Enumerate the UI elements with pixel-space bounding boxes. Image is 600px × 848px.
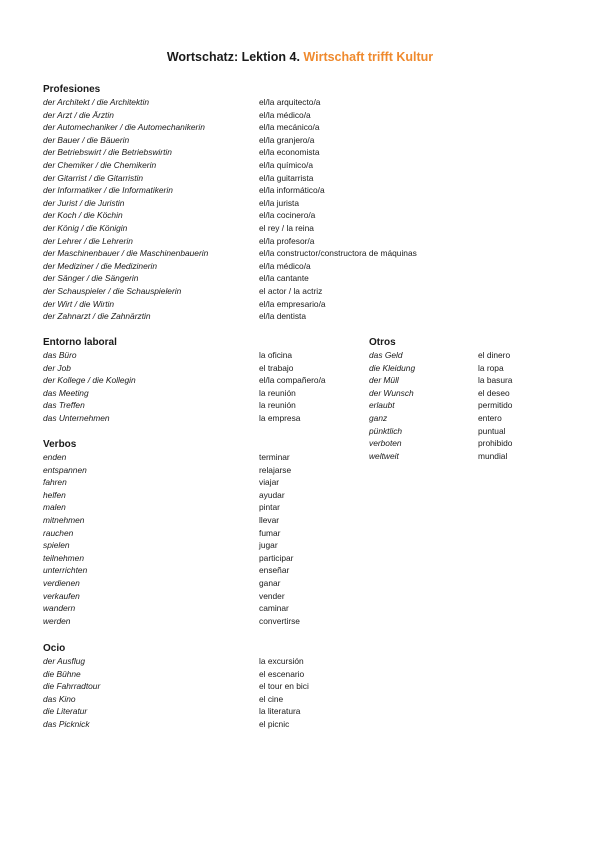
german-term: rauchen — [43, 527, 74, 538]
spanish-translation: la basura — [478, 375, 513, 386]
vocab-row — [43, 705, 369, 718]
section-heading: Entorno laboral — [43, 337, 117, 348]
spanish-translation: el/la informático/a — [259, 185, 325, 196]
german-term: die Fahrradtour — [43, 681, 101, 692]
vocab-row — [43, 298, 559, 311]
spanish-translation: el dinero — [478, 350, 511, 360]
spanish-translation: ayudar — [259, 489, 285, 500]
german-term: der Informatiker / die Informatikerin — [43, 185, 173, 196]
vocab-row — [43, 552, 369, 565]
spanish-translation: entero — [478, 412, 502, 423]
vocab-row — [369, 387, 558, 400]
spanish-translation: el/la mecánico/a — [259, 122, 320, 133]
spanish-translation: ganar — [259, 577, 281, 588]
spanish-translation: el tour en bici — [259, 681, 309, 692]
spanish-translation: el/la arquitecto/a — [259, 97, 321, 107]
german-term: erlaubt — [369, 400, 395, 411]
german-term: der Architekt / die Architektin — [43, 97, 149, 107]
title-main: Wortschatz: Lektion 4. — [166, 50, 300, 64]
vocab-row — [43, 602, 369, 615]
section-heading: Profesiones — [43, 84, 101, 95]
spanish-translation: la reunión — [259, 400, 296, 411]
spanish-translation: el cine — [259, 693, 284, 704]
spanish-translation: el/la dentista — [259, 311, 307, 322]
german-term: das Unternehmen — [43, 412, 110, 423]
vocab-row — [43, 527, 369, 540]
german-term: die Bühne — [43, 668, 81, 679]
spanish-translation: pintar — [259, 502, 280, 513]
vocab-row — [43, 464, 369, 477]
spanish-translation: participar — [259, 552, 294, 563]
section-otros — [369, 336, 558, 462]
spanish-translation: llevar — [259, 514, 280, 525]
german-term: malen — [43, 502, 66, 513]
page-title — [0, 50, 600, 64]
section-verbos — [43, 438, 369, 627]
vocab-row — [43, 197, 559, 210]
german-term: der Job — [43, 362, 71, 373]
german-term: das Kino — [43, 693, 76, 704]
section-heading: Ocio — [43, 643, 66, 654]
spanish-translation: el/la economista — [259, 147, 320, 158]
spanish-translation: jugar — [259, 540, 278, 551]
vocab-row — [43, 693, 369, 706]
vocab-row — [369, 425, 558, 438]
spanish-translation: enseñar — [259, 565, 290, 576]
vocab-row — [43, 590, 369, 603]
vocab-row — [369, 362, 558, 375]
german-term: pünktlich — [369, 425, 403, 436]
german-term: das Treffen — [43, 400, 85, 411]
vocab-row — [369, 374, 558, 387]
german-term: die Kleidung — [369, 362, 416, 373]
vocab-row — [369, 399, 558, 412]
german-term: ganz — [369, 412, 388, 423]
spanish-translation: el picnic — [259, 718, 290, 729]
german-term: mitnehmen — [43, 514, 85, 525]
vocab-row — [43, 146, 559, 159]
spanish-translation: caminar — [259, 603, 289, 614]
spanish-translation: el/la cocinero/a — [259, 210, 316, 221]
german-term: der Automechaniker / die Automechanikerin — [43, 122, 205, 133]
spanish-translation: el/la empresario/a — [259, 298, 326, 309]
vocab-row — [43, 718, 369, 731]
spanish-translation: el deseo — [478, 387, 510, 398]
spanish-translation: el/la constructor/constructora de máquinas — [259, 248, 417, 259]
vocab-row — [43, 374, 369, 387]
german-term: fahren — [43, 477, 67, 488]
vocab-row — [43, 134, 559, 147]
spanish-translation: convertirse — [259, 615, 300, 626]
german-term: wandern — [43, 603, 76, 614]
german-term: unterrichten — [43, 565, 88, 576]
spanish-translation: el/la jurista — [259, 197, 300, 208]
vocab-row — [43, 247, 559, 260]
german-term: der Arzt / die Ärztin — [43, 109, 114, 120]
vocab-row — [43, 680, 369, 693]
spanish-translation: puntual — [478, 425, 506, 436]
vocab-row — [43, 412, 369, 425]
spanish-translation: permitido — [478, 400, 513, 411]
vocab-row — [43, 260, 559, 273]
vocab-row — [43, 514, 369, 527]
vocab-row — [43, 349, 369, 362]
spanish-translation: fumar — [259, 527, 281, 538]
german-term: teilnehmen — [43, 552, 84, 563]
spanish-translation: el/la guitarrista — [259, 172, 314, 183]
german-term: verboten — [369, 438, 402, 449]
german-term: spielen — [43, 540, 70, 551]
spanish-translation: la empresa — [259, 412, 301, 423]
german-term: der Maschinenbauer / die Maschinenbauerin — [43, 248, 209, 259]
german-term: der Chemiker / die Chemikerin — [43, 159, 157, 170]
spanish-translation: la literatura — [259, 706, 301, 717]
vocab-row — [43, 285, 559, 298]
german-term: werden — [43, 615, 71, 626]
vocab-row — [43, 172, 559, 185]
german-term: der Kollege / die Kollegin — [43, 375, 136, 386]
section-heading: Verbos — [43, 439, 77, 450]
german-term: die Literatur — [43, 706, 88, 717]
german-term: der Bauer / die Bäuerin — [43, 134, 130, 145]
vocab-row — [369, 437, 558, 450]
german-term: enden — [43, 452, 67, 462]
german-term: der Wirt / die Wirtin — [43, 298, 115, 309]
german-term: der Ausflug — [43, 656, 86, 666]
vocab-row — [43, 235, 559, 248]
vocab-row — [43, 272, 559, 285]
vocab-row — [43, 310, 559, 323]
spanish-translation: el/la profesor/a — [259, 235, 315, 246]
german-term: helfen — [43, 489, 66, 500]
german-term: weltweit — [369, 450, 399, 461]
section-heading: Otros — [369, 337, 396, 348]
title-accent: Wirtschaft trifft Kultur — [303, 50, 434, 64]
vocab-row — [43, 564, 369, 577]
german-term: der Gitarrist / die Gitarristin — [43, 172, 144, 183]
spanish-translation: viajar — [259, 477, 280, 488]
spanish-translation: el/la químico/a — [259, 159, 313, 170]
vocab-row — [369, 412, 558, 425]
vocab-row — [43, 96, 559, 109]
spanish-translation: terminar — [259, 452, 290, 462]
spanish-translation: el rey / la reina — [259, 222, 314, 233]
vocab-row — [43, 159, 559, 172]
vocab-row — [43, 209, 559, 222]
vocab-row — [43, 222, 559, 235]
german-term: der König / die Königin — [43, 222, 128, 233]
german-term: verdienen — [43, 577, 80, 588]
vocab-row — [43, 577, 369, 590]
vocab-row — [43, 476, 369, 489]
german-term: verkaufen — [43, 590, 80, 601]
spanish-translation: el/la granjero/a — [259, 134, 315, 145]
vocab-row — [369, 450, 558, 463]
spanish-translation: el actor / la actriz — [259, 285, 323, 296]
spanish-translation: la ropa — [478, 362, 504, 373]
spanish-translation: vender — [259, 590, 285, 601]
vocab-row — [43, 121, 559, 134]
german-term: der Wunsch — [369, 387, 414, 398]
vocab-row — [43, 615, 369, 628]
vocab-row — [43, 489, 369, 502]
spanish-translation: el/la médico/a — [259, 260, 311, 271]
german-term: der Müll — [369, 375, 399, 386]
vocab-row — [43, 399, 369, 412]
vocab-row — [43, 184, 559, 197]
german-term: entspannen — [43, 464, 87, 475]
vocab-row — [43, 109, 559, 122]
spanish-translation: prohibido — [478, 438, 513, 449]
spanish-translation: el/la médico/a — [259, 109, 311, 120]
vocab-row — [369, 349, 558, 362]
spanish-translation: relajarse — [259, 464, 292, 475]
vocab-row — [43, 655, 369, 668]
german-term: das Geld — [369, 350, 403, 360]
german-term: der Mediziner / die Medizinerin — [43, 260, 158, 271]
german-term: der Jurist / die Juristin — [43, 197, 125, 208]
vocab-row — [43, 362, 369, 375]
german-term: der Zahnarzt / die Zahnärztin — [43, 311, 151, 322]
vocab-row — [43, 668, 369, 681]
german-term: der Sänger / die Sängerin — [43, 273, 139, 284]
spanish-translation: el escenario — [259, 668, 305, 679]
vocab-row — [43, 387, 369, 400]
german-term: das Meeting — [43, 387, 89, 398]
spanish-translation: la oficina — [259, 350, 293, 360]
vocab-row — [43, 501, 369, 514]
vocab-row — [43, 539, 369, 552]
section-ocio — [43, 642, 369, 731]
german-term: das Büro — [43, 350, 77, 360]
vocab-row — [43, 451, 369, 464]
german-term: der Lehrer / die Lehrerin — [43, 235, 133, 246]
spanish-translation: la reunión — [259, 387, 296, 398]
german-term: der Betriebswirt / die Betriebswirtin — [43, 147, 172, 158]
spanish-translation: el trabajo — [259, 362, 294, 373]
section-entorno-laboral — [43, 336, 369, 425]
spanish-translation: el/la cantante — [259, 273, 309, 284]
spanish-translation: el/la compañero/a — [259, 375, 326, 386]
section-profesiones — [43, 83, 559, 323]
german-term: der Schauspieler / die Schauspielerin — [43, 285, 182, 296]
spanish-translation: mundial — [478, 450, 508, 461]
german-term: das Picknick — [43, 718, 90, 729]
spanish-translation: la excursión — [259, 656, 304, 666]
german-term: der Koch / die Köchin — [43, 210, 123, 221]
